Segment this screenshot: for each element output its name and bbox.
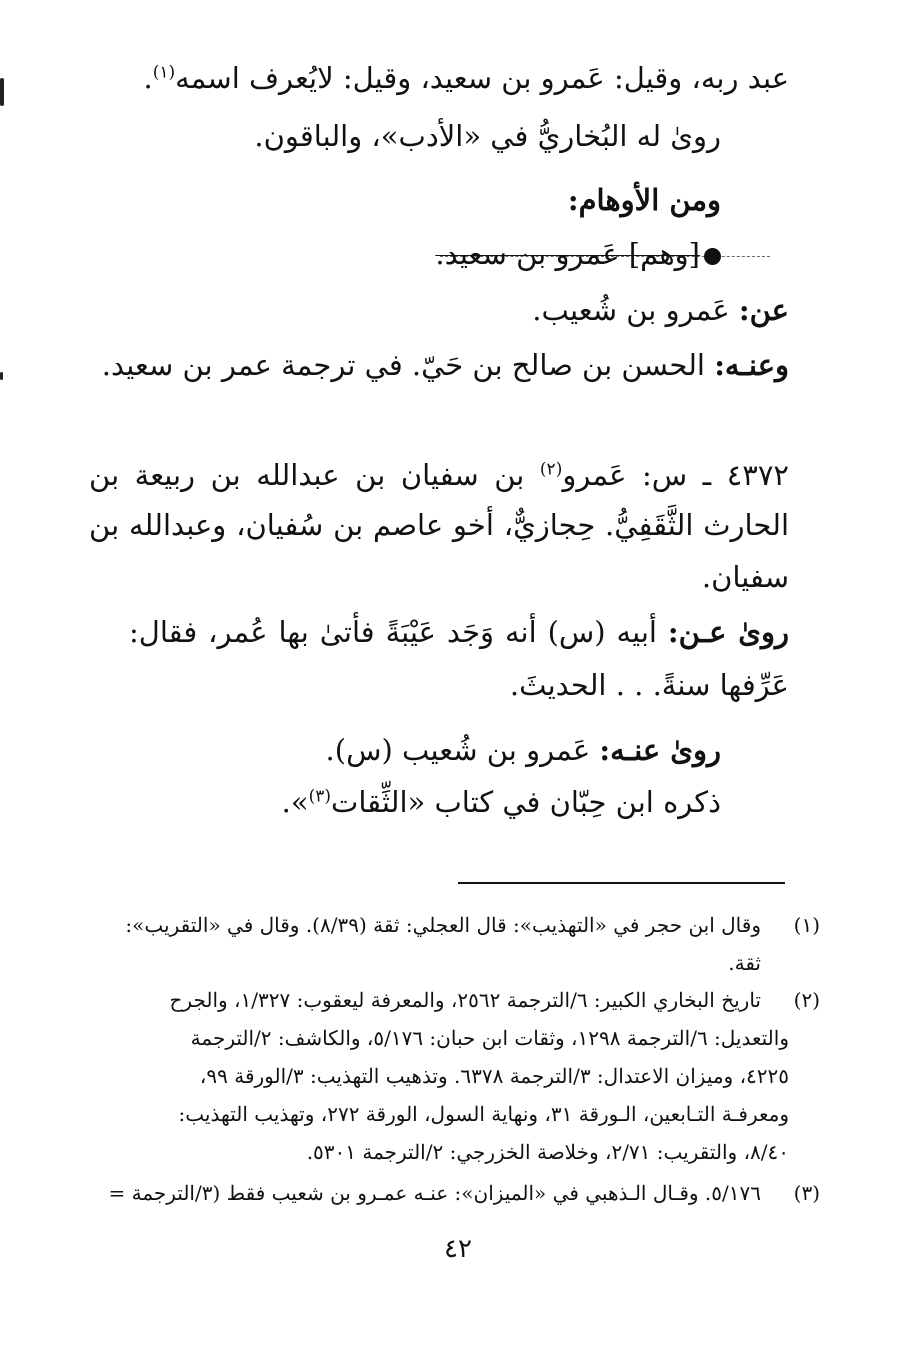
footnote-line: ٥/١٧٦. وقـال الـذهبي في «الميزان»: عنـه عمـرو بن شعيب فقط (٣/الترجمة = [108,1181,761,1205]
entry-line-3: سفيان. [701,560,789,594]
footnote-number: (٢) [793,988,820,1012]
footnote-number: (١) [793,913,820,937]
entry-line-2: الحارث الثَّقَفِيُّ. حِجازيٌّ، أخو عاصم بن سُفيان، وعبدالله بن [89,508,789,542]
footnote-line: ٨/٤٠، والتقريب: ٢/٧١، وخلاصة الخزرجي: ٢/الترجمة ٥٣٠١. [306,1140,789,1164]
awham-anhu: وعنـه: الحسن بن صالح بن حَيّ. في ترجمة عمر بن سعيد. [101,348,789,382]
awham-item: [وهم] عَمرو بن سعيد. [435,234,721,274]
rawa-anhu-line: روىٰ عنـه: عَمرو بن شُعيب (س). [325,733,721,767]
footnote-ref: (٣) [308,786,332,807]
footnote-number: (٣) [793,1181,820,1205]
awham-an: عن: عَمرو بن شُعيب. [532,293,789,327]
scan-mark [0,372,3,380]
footnote-separator [458,882,785,884]
bullet-dot-icon [704,248,721,265]
footnote-line: ومعرفـة التـابعين، الـورقة ٣١، ونهاية السول، الورقة ٢٧٢، وتهذيب التهذيب: [178,1102,789,1126]
page-number: ٤٢ [444,1234,472,1264]
footnote-ref: (١) [152,62,176,83]
footnote-line: تاريخ البخاري الكبير: ٦/الترجمة ٢٥٦٢، والمعرفة ليعقوب: ١/٣٢٧، والجرح [169,988,761,1012]
footnote-line: ٤٢٢٥، وميزان الاعتدال: ٣/الترجمة ٦٣٧٨. وتذهيب التهذيب: ٣/الورقة ٩٩، [199,1064,789,1088]
continuation-line-2: روىٰ له البُخاريُّ في «الأدب»، والباقون. [254,119,721,153]
dhakarahu-line: ذكره ابن حِبّان في كتاب «الثِّقات$^{(٣)}$». [281,785,721,819]
footnote-ref: (٢) [539,459,563,480]
footnote-line: ثقة. [728,951,761,975]
rawa-an-line: روىٰ عـن: أبيه (س) أنه وَجَد عَيْبَةً فأتىٰ بها عُمر، فقال: [129,615,789,649]
scan-mark [0,78,4,106]
footnote-line: والتعديل: ٦/الترجمة ١٢٩٨، وثقات ابن حبان: ٥/١٧٦، والكاشف: ٢/الترجمة [190,1026,789,1050]
rawa-an-continuation: عَرِّفها سنةً. . . الحديثَ. [509,668,789,702]
continuation-line-1: عبد ربه، وقيل: عَمرو بن سعيد، وقيل: لايُعرف اسمه$^{(١)}$. [143,61,789,95]
awham-heading: ومن الأوهام: [567,183,721,217]
footnote-line: وقال ابن حجر في «التهذيب»: قال العجلي: ثقة (٨/٣٩). وقال في «التقريب»: [125,913,761,937]
entry-line-1: ٤٣٧٢ ـ س: عَمرو$^{(٢)}$ بن سفيان بن عبدالله بن ربيعة بن [89,458,789,492]
